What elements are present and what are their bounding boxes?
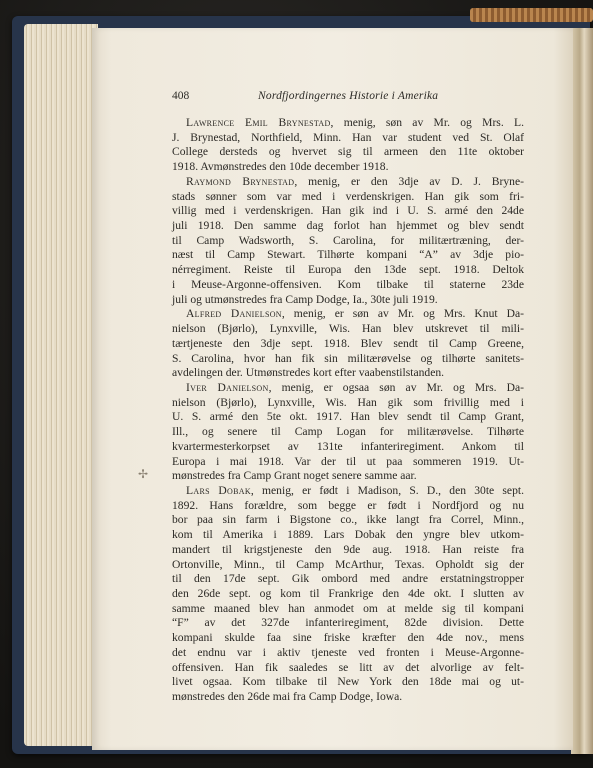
text-line: samme maaned blev han anmodet om at melde sig til kompani (172, 601, 524, 615)
pencil-mark-icon: ✢ (138, 467, 149, 481)
body-text (172, 116, 524, 705)
text-line (172, 116, 524, 131)
text-line: Ortonville, Minn., til Camp McArthur, Texas. Opholdt sig der (172, 557, 524, 571)
text-line: kvartermesterkorpset av 131te infanteriregiment. Ankom til (172, 439, 524, 453)
text-line (172, 175, 524, 190)
text-line: “F” av det 327de infanteriregiment, 82de division. Dette (172, 616, 524, 630)
text-line: i Meuse-Argonne-offensiven. Kom tilbake til staterne 23de (172, 277, 524, 291)
text-line: juli og utmønstredes fra Camp Dodge, Ia., 30te juli 1919. (172, 292, 438, 306)
text-line (172, 381, 524, 396)
text-line: Ill., og senere til Camp Logan for militærøvelse. Tilhørte (172, 425, 524, 439)
text-line: villig med i verdenskrigen. Han gik ind i U. S. armé den 24de (172, 204, 524, 218)
text-line: offensiven. Han fik saaledes se litt av det alvorlige av felt- (172, 660, 524, 674)
text-line: næst til Camp Stewart. Tilhørte kompani “A” av 3dje pio- (172, 248, 524, 262)
paragraph (172, 307, 524, 381)
text-line: tærtjeneste den 3dje sept. 1918. Blev sendt til Camp Greene, (172, 336, 524, 350)
text-line: mandert til krigstjeneste den 9de aug. 1918. Han reiste fra (172, 542, 524, 556)
paragraph (172, 116, 524, 175)
person-name: Iver Danielson (186, 380, 269, 394)
text-line: 1918. Avmønstredes den 10de december 1918. (172, 160, 389, 174)
text-line: kompani skulde faa sine friske kræfter den 4de nov., mens (172, 631, 524, 645)
text-line: bor paa sin farm i Bigstone co., ikke langt fra Correl, Minn., (172, 513, 524, 527)
text-line: College dersteds og hvervet sig til armeen den 11te oktober (172, 145, 524, 159)
running-title: Nordfjordingernes Historie i Amerika (258, 90, 439, 102)
paragraph (172, 175, 524, 307)
text-line (172, 307, 524, 322)
paragraph (172, 484, 524, 705)
line-text: , menig, er den 3dje av D. J. Bryne- (294, 174, 524, 188)
text-line: nérregiment. Reiste til Europa den 13de sept. 1918. Deltok (172, 263, 524, 277)
text-line: avdelingen der. Utmønstredes kort efter vaabenstilstanden. (172, 366, 445, 380)
line-text: , menig, er født i Madison, S. D., den 30te sept. (250, 483, 524, 497)
text-line: livet ogsaa. Kom tilbake til New York den 18de mai og ut- (172, 675, 524, 689)
text-line: mønstredes fra Camp Grant noget senere samme aar. (172, 469, 417, 483)
text-line: stads sønner som var med i verdenskrigen. Han gik som fri- (172, 189, 524, 203)
text-line: det endnu var i aktiv tjeneste ved fronten i Meuse-Argonne- (172, 645, 524, 659)
text-line: nielson (Bjørlo), Lynxville, Wis. Han blev utskrevet til mili- (172, 322, 524, 336)
text-line: den 26de sept. og kom til Frankrige den 4de okt. I slutten av (172, 587, 524, 600)
page-edges-right (571, 28, 593, 754)
text-line: kom til Amerika i 1889. Lars Dobak den yngre blev utkom- (172, 528, 524, 542)
paragraph (172, 381, 524, 484)
text-line: nielson (Bjørlo), Lynxville, Wis. Han gik som frivillig med i (172, 395, 524, 409)
text-line: juli 1918. Den samme dag forlot han hjemmet og blev sendt (172, 219, 524, 233)
text-line: 1892. Hans forældre, som begge er født i Nordfjord og nu (172, 498, 524, 512)
text-line: til den 17de sept. Gik ombord med andre erstatningstropper (172, 572, 524, 586)
person-name: Raymond Brynestad (186, 174, 295, 188)
text-line: J. Brynestad, Northfield, Minn. Han var student ved St. Olaf (172, 130, 524, 144)
line-text: , menig, søn av Mr. og Mrs. L. (330, 116, 524, 129)
text-line: Europa i mai 1918. Var der til ut paa sommeren 1919. Ut- (172, 454, 524, 468)
page-header (172, 90, 532, 108)
page-stack-left (24, 24, 98, 746)
text-line: mønstredes den 26de mai fra Camp Dodge, Iowa. (172, 690, 403, 704)
book-ribbon (470, 8, 593, 22)
text-line (172, 484, 524, 499)
person-name: Alfred Danielson (186, 307, 282, 321)
line-text: , menig, er ogsaa søn av Mr. og Mrs. Da- (268, 380, 525, 394)
person-name: Lawrence Emil Brynestad (186, 116, 331, 129)
page-number: 408 (172, 90, 190, 102)
text-line: S. Carolina, hvor han fik sin militærøvelse og tilhørte sanitets- (172, 351, 524, 365)
text-line: til Camp Wadsworth, S. Carolina, for militærtræning, der- (172, 233, 524, 247)
person-name: Lars Dobak (186, 483, 251, 497)
line-text: , menig, er søn av Mr. og Mrs. Knut Da- (281, 307, 524, 321)
text-line: U. S. armé den 5te okt. 1917. Han blev sendt til Camp Grant, (172, 410, 524, 424)
